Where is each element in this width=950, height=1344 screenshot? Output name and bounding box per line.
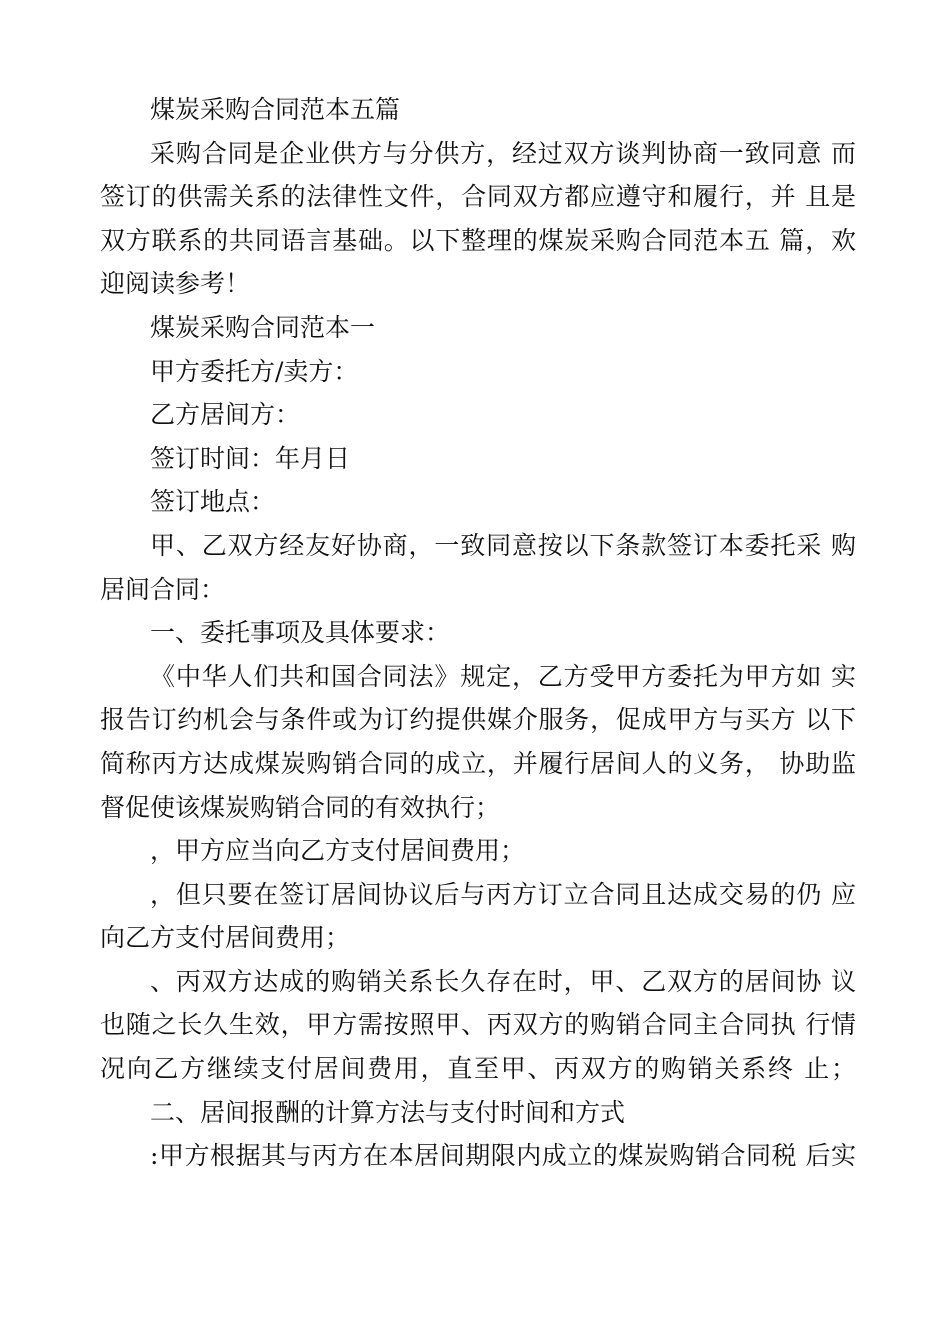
party-a-line: 甲方委托方/卖方： xyxy=(150,356,359,386)
paragraph-line: 签订的供需关系的法律性文件，合同双方都应遵守和履行，并 且是 xyxy=(100,182,856,212)
paragraph-line: ，甲方应当向乙方支付居间费用； xyxy=(150,836,526,866)
paragraph-line: 简称丙方达成煤炭购销合同的成立，并履行居间人的义务， 协助监 xyxy=(100,748,856,778)
signing-date-line: 签订时间：年月日 xyxy=(150,443,351,473)
paragraph-line: 况向乙方继续支付居间费用，直至甲、丙双方的购销关系终 止； xyxy=(100,1054,856,1084)
paragraph-line: 报告订约机会与条件或为订约提供媒介服务，促成甲方与买方 以下 xyxy=(100,705,856,735)
paragraph-line: 采购合同是企业供方与分供方，经过双方谈判协商一致同意 而 xyxy=(150,138,856,168)
paragraph-line: 居间合同： xyxy=(100,574,226,604)
paragraph-line: 督促使该煤炭购销合同的有效执行； xyxy=(100,792,501,822)
paragraph-line: 、丙双方达成的购销关系长久存在时，甲、乙双方的居间协 议 xyxy=(150,966,856,996)
document-title: 煤炭采购合同范本五篇 xyxy=(150,95,401,124)
paragraph-line: 向乙方支付居间费用； xyxy=(100,923,351,953)
paragraph-line: 《中华人们共和国合同法》规定，乙方受甲方委托为甲方如 实 xyxy=(150,661,856,691)
party-b-line: 乙方居间方： xyxy=(150,400,301,430)
signing-place-line: 签订地点： xyxy=(150,487,276,517)
paragraph-line: 也随之长久生效，甲方需按照甲、丙双方的购销合同主合同执 行情 xyxy=(100,1010,856,1040)
paragraph-line: 迎阅读参考！ xyxy=(100,269,251,299)
paragraph-line: ，但只要在签订居间协议后与丙方订立合同且达成交易的仍 应 xyxy=(150,879,856,909)
paragraph-line: 双方联系的共同语言基础。以下整理的煤炭采购合同范本五 篇，欢 xyxy=(100,225,856,255)
paragraph-line: 甲、乙双方经友好协商，一致同意按以下条款签订本委托采 购 xyxy=(150,530,856,560)
clause-heading: 一、委托事项及具体要求： xyxy=(150,618,451,648)
clause-heading: 二、居间报酬的计算方法与支付时间和方式 xyxy=(150,1097,626,1127)
paragraph-line: :甲方根据其与丙方在本居间期限内成立的煤炭购销合同税 后实 xyxy=(150,1141,856,1171)
section-heading: 煤炭采购合同范本一 xyxy=(150,312,376,342)
